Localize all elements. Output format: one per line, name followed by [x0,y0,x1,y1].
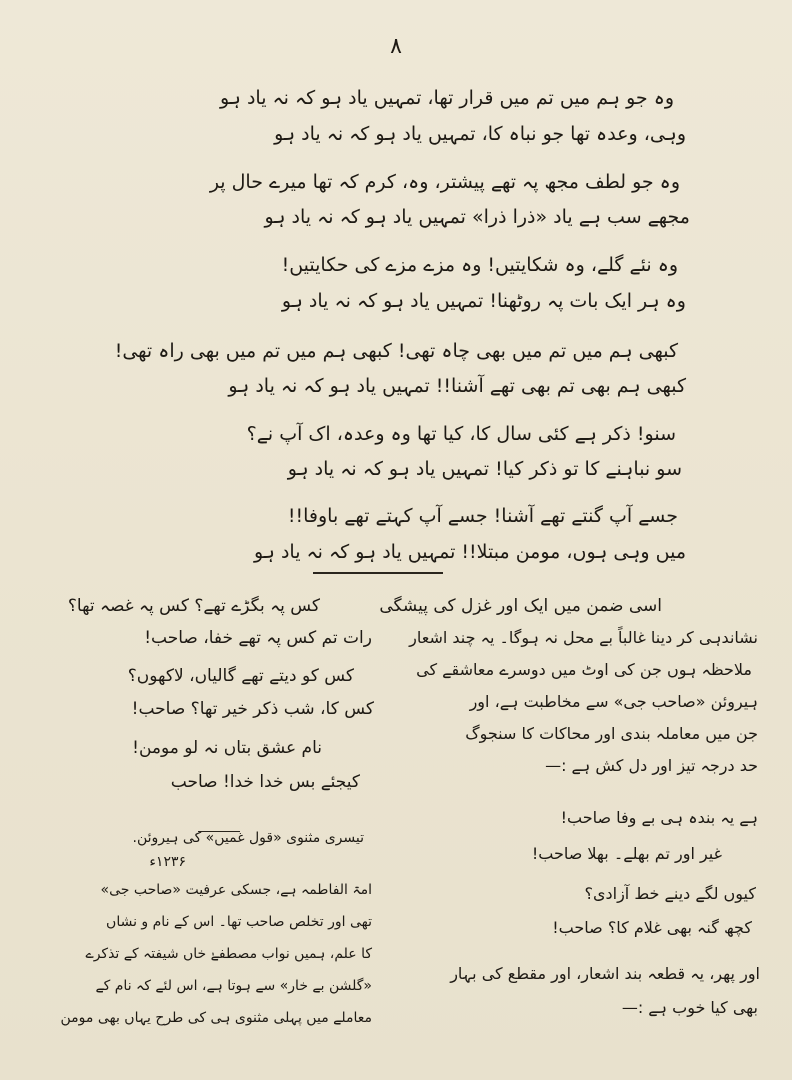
left-line-4: کس کا، شب ذکر خیر تھا؟ صاحب! [131,699,374,719]
ghazal-line-7: کبھی ہم میں تم میں بھی چاہ تھی! کبھی ہم میں تم میں بھی راہ تھی! [114,340,678,362]
ghazal-line-6: وہ ہر ایک بات پہ روٹھنا! تمہیں یاد ہو کہ نہ یاد ہو [281,290,686,312]
left-line-3: کس کو دیتے تھے گالیاں، لاکھوں؟ [127,666,354,686]
left-line-5: نام عشق بتاں نہ لو مومن! [132,738,322,758]
ghazal-line-2: وہی، وعدہ تھا جو نباہ کا، تمہیں یاد ہو کہ نہ یاد ہو [274,123,686,145]
left-line-1: کس پہ بگڑے تھے؟ کس پہ غصہ تھا؟ [67,596,320,616]
section-divider [313,572,443,574]
ghazal-line-11: جسے آپ گنتے تھے آشنا! جسے آپ کہتے تھے باوفا!! [287,505,678,527]
left-line-6: کیجئے بس خدا خدا! صاحب [170,772,360,792]
left-line-10: «گلشن بے خار» سے ہوتا ہے، اس لئے کہ نام کے [95,978,372,994]
ghazal-line-8: کبھی ہم بھی تم بھی تھے آشنا!! تمہیں یاد ہو کہ نہ یاد ہو [228,375,686,397]
footnote-year: ۱۲۳۶ء [149,854,186,870]
left-line-9: کا علم، ہمیں نواب مصطفےٰ خاں شیفتہ کے تذکرے [85,946,372,962]
right-line-2: نشاندہی کر دینا غالباً بے محل نہ ہوگا۔ یہ چند اشعار [409,628,758,647]
right-line-6: حد درجہ تیز اور دل کش ہے :— [545,756,758,775]
right-line-7: ہے یہ بندہ ہی بے وفا صاحب! [560,808,758,827]
ghazal-line-1: وہ جو ہم میں تم میں قرار تھا، تمہیں یاد ہو کہ نہ یاد ہو [219,87,674,109]
right-line-3: ملاحظہ ہوں جن کی اوٹ میں دوسرے معاشقے کی [416,660,752,679]
footnote-heading: تیسری مثنوی «قول غمیں» کی ہیروئن. [132,830,364,846]
ghazal-line-3: وہ جو لطف مجھ پہ تھے پیشتر، وہ، کرم کہ تھا میرے حال پر [209,171,680,193]
ghazal-line-10: سو نباہنے کا تو ذکر کیا! تمہیں یاد ہو کہ نہ یاد ہو [287,458,682,480]
right-line-9: کیوں لگے دینے خط آزادی؟ [584,884,756,903]
right-line-5: جن میں معاملہ بندی اور محاکات کا سنجوگ [465,724,758,743]
ghazal-line-12: میں وہی ہوں، مومن مبتلا!! تمہیں یاد ہو کہ نہ یاد ہو [253,541,686,563]
left-line-7: امۃ الفاطمہ ہے، جسکی عرفیت «صاحب جی» [100,882,372,898]
ghazal-line-4: مجھے سب ہے یاد «ذرا ذرا» تمہیں یاد ہو کہ نہ یاد ہو [264,206,690,228]
left-line-2: رات تم کس پہ تھے خفا، صاحب! [144,628,372,648]
right-line-11: اور پھر، یہ قطعہ بند اشعار، اور مقطع کی بہار [450,964,760,983]
left-line-11: معاملے میں پہلی مثنوی ہی کی طرح یہاں بھی مومن [60,1010,372,1026]
right-line-1: اسی ضمن میں ایک اور غزل کی پیشگی [379,596,662,616]
right-line-12: بھی کیا خوب ہے :— [621,998,758,1017]
ghazal-line-5: وہ نئے گلے، وہ شکایتیں! وہ مزے مزے کی حکایتیں! [281,254,678,276]
right-line-10: کچھ گنہ بھی غلام کا؟ صاحب! [552,918,752,937]
page-number: ۸ [390,34,402,59]
right-line-8: غیر اور تم بھلے۔ بھلا صاحب! [531,844,722,863]
left-line-8: تھی اور تخلص صاحب تھا۔ اس کے نام و نشاں [106,914,372,930]
right-line-4: ہیروئن «صاحب جی» سے مخاطبت ہے، اور [469,692,758,711]
ghazal-line-9: سنو! ذکر ہے کئی سال کا، کیا تھا وہ وعدہ، اک آپ نے؟ [246,423,676,445]
